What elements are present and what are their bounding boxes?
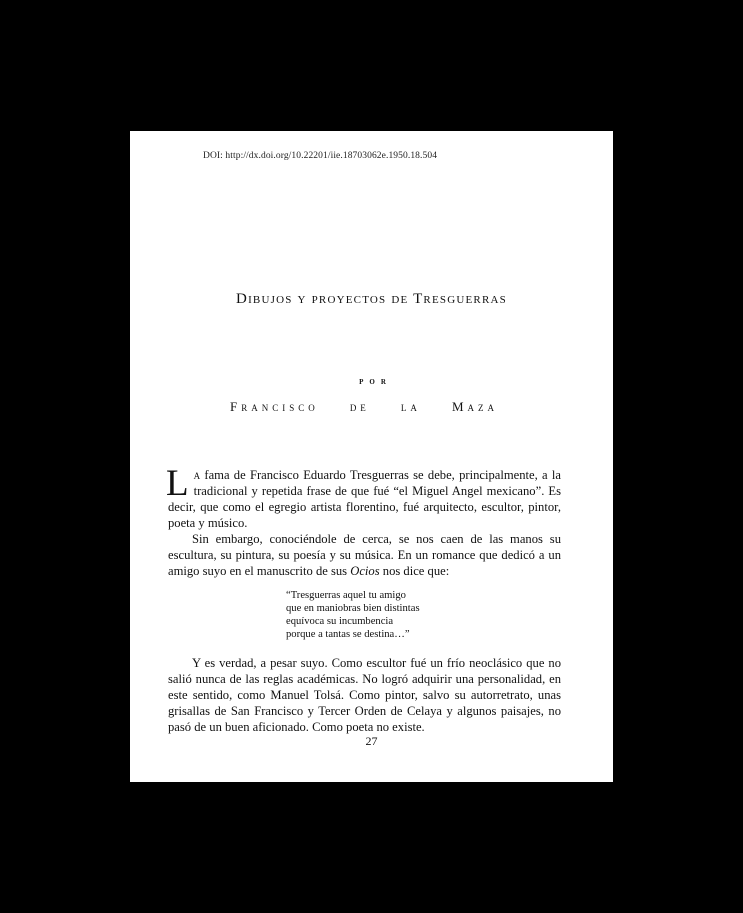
verse-line: porque a tantas se destina…” — [286, 629, 410, 640]
author-word: Maza — [451, 399, 498, 414]
verse-line: que en maniobras bien distintas — [286, 603, 420, 614]
verse-line: “Tresguerras aquel tu amigo — [286, 590, 406, 601]
ocios-italic: Ocios — [350, 564, 380, 578]
paragraph-2-text-b: nos dice que: — [379, 564, 450, 578]
article-body — [166, 463, 561, 735]
doi-line[interactable]: DOI: http://dx.doi.org/10.22201/iie.18703062e.1950.18.504 — [203, 151, 438, 161]
author-name — [230, 399, 498, 415]
article-title: Dibujos y proyectos de Tresguerras — [236, 291, 507, 307]
paragraph-1-text: fama de Francisco Eduardo Tresguerras se debe, principalmente, a la tradicional y repetida frase de que fué “el Miguel Angel mexicano”. Es decir, que como el egregio artista florentino, fué arquitecto, escultor, pintor, poeta y músico. — [168, 468, 561, 530]
drop-cap: L — [166, 463, 189, 504]
lead-letter: a — [193, 468, 201, 482]
author-word: Francisco — [230, 399, 319, 414]
paragraph-2 — [168, 531, 561, 579]
document-page — [130, 131, 613, 782]
paragraph-2-text-a: Sin embargo, conociéndole de cerca, se nos caen de las manos su escultura, su pintura, su poesía y su música. En un romance que dedicó a un amigo suyo en el manuscrito de sus — [168, 532, 561, 578]
byline-por: por — [359, 376, 392, 387]
paragraph-1 — [166, 463, 561, 531]
paragraph-3: Y es verdad, a pesar suyo. Como escultor fué un frío neoclásico que no salió nunca de las reglas académicas. No logró adquirir una personalidad, en este sentido, como Manuel Tolsá. Como pintor, salvo su autorretrato, unas grisallas de San Francisco y Tercer Orden de Celaya y algunos paisajes, no pasó de un buen aficionado. Como poeta no existe. — [168, 656, 561, 734]
author-word: de — [349, 399, 370, 414]
page-number: 27 — [365, 734, 378, 748]
author-word: la — [400, 399, 421, 414]
verse-line: equívoca su incumbencia — [286, 616, 394, 627]
verse-quote — [286, 589, 561, 641]
